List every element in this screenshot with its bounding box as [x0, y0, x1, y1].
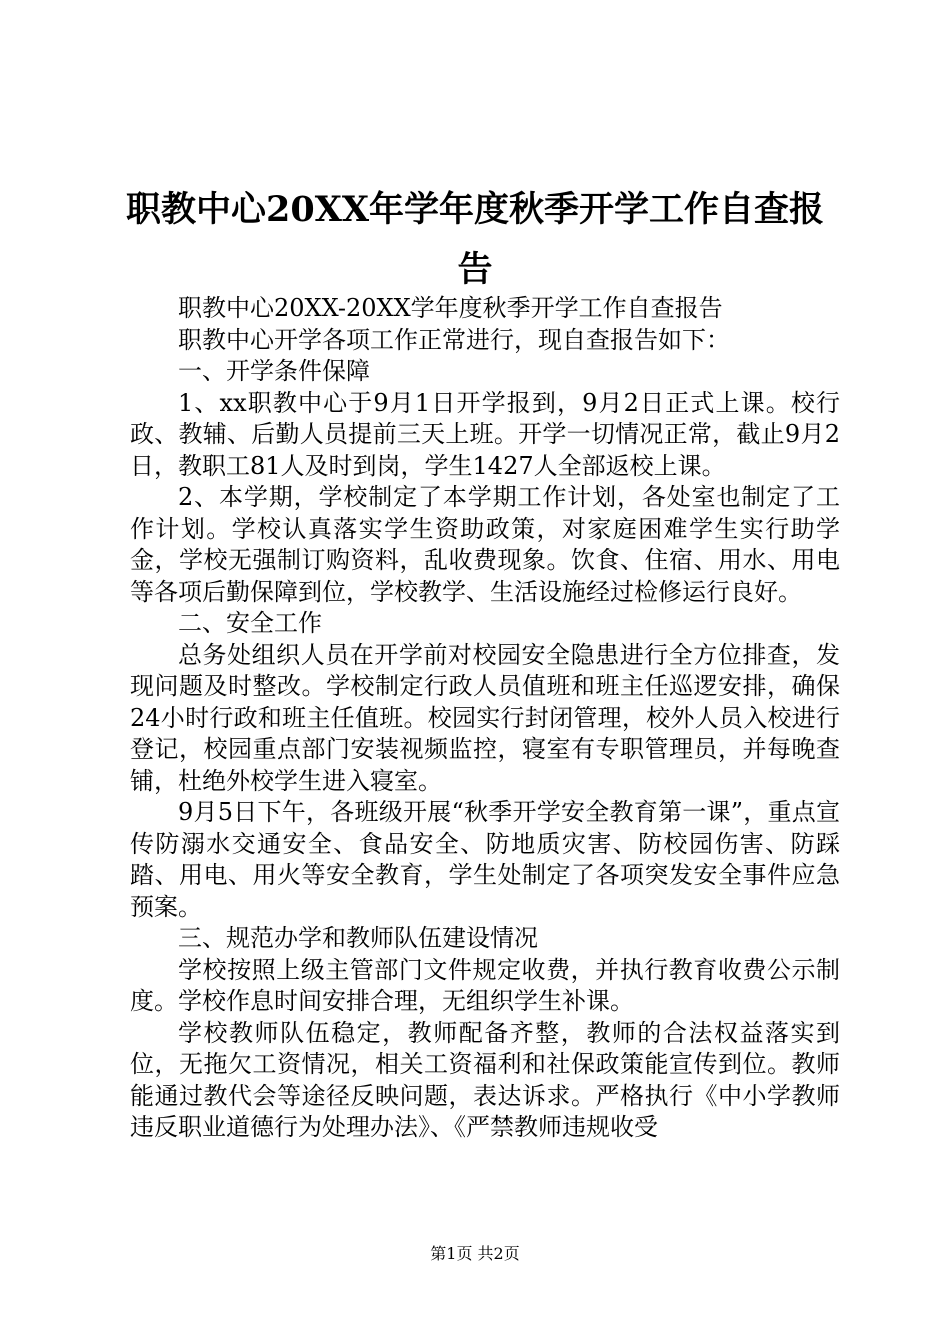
paragraph-section1-item2: 2、本学期，学校制定了本学期工作计划，各处室也制定了工作计划。学校认真落实学生资助政策，对家庭困难学生实行助学金，学校无强制订购资料，乱收费现象。饮食、住宿、用水、用电等各项后勤保障到位，学校教学、生活设施经过检修运行良好。 [130, 483, 840, 606]
paragraph-safety-education: 9月5日下午，各班级开展“秋季开学安全教育第一课”，重点宣传防溺水交通安全、食品安全、防地质灾害、防校园伤害、防踩踏、用电、用火等安全教育，学生处制定了各项突发安全事件应急预案。 [130, 798, 840, 921]
section-heading-2: 二、安全工作 [178, 609, 322, 637]
document-title: 职教中心20XX年学年度秋季开学工作自查报告 [125, 189, 825, 290]
paragraph-subtitle: 职教中心20XX-20XX学年度秋季开学工作自查报告 [178, 294, 723, 322]
paragraph-intro: 职教中心开学各项工作正常进行，现自查报告如下： [178, 325, 730, 354]
paragraph-teachers: 学校教师队伍稳定，教师配备齐整，教师的合法权益落实到位，无拖欠工资情况，相关工资福利和社保政策能宣传到位。教师能通过教代会等途径反映问题，表达诉求。严格执行《中小学教师违反职业道德行为处理办法》、《严禁教师违规收受 [130, 1018, 840, 1141]
section-heading-1: 一、开学条件保障 [178, 357, 370, 385]
paragraph-section1-item1: 1、xx职教中心于9月1日开学报到，9月2日正式上课。校行政、教辅、后勤人员提前三天上班。开学一切情况正常，截止9月2日，教职工81人及时到岗，学生1427人全部返校上课。 [130, 388, 840, 480]
page-footer: 第1页 共2页 [430, 1244, 520, 1263]
section-heading-3: 三、规范办学和教师队伍建设情况 [178, 924, 538, 952]
paragraph-safety-inspection: 总务处组织人员在开学前对校园安全隐患进行全方位排查，发现问题及时整改。学校制定行政人员值班和班主任巡逻安排，确保24小时行政和班主任值班。校园实行封闭管理，校外人员入校进行登记，校园重点部门安装视频监控，寝室有专职管理员，并每晚查铺，杜绝外校学生进入寝室。 [130, 640, 840, 795]
paragraph-fees: 学校按照上级主管部门文件规定收费，并执行教育收费公示制度。学校作息时间安排合理，无组织学生补课。 [130, 955, 840, 1015]
document-body [130, 293, 840, 1144]
